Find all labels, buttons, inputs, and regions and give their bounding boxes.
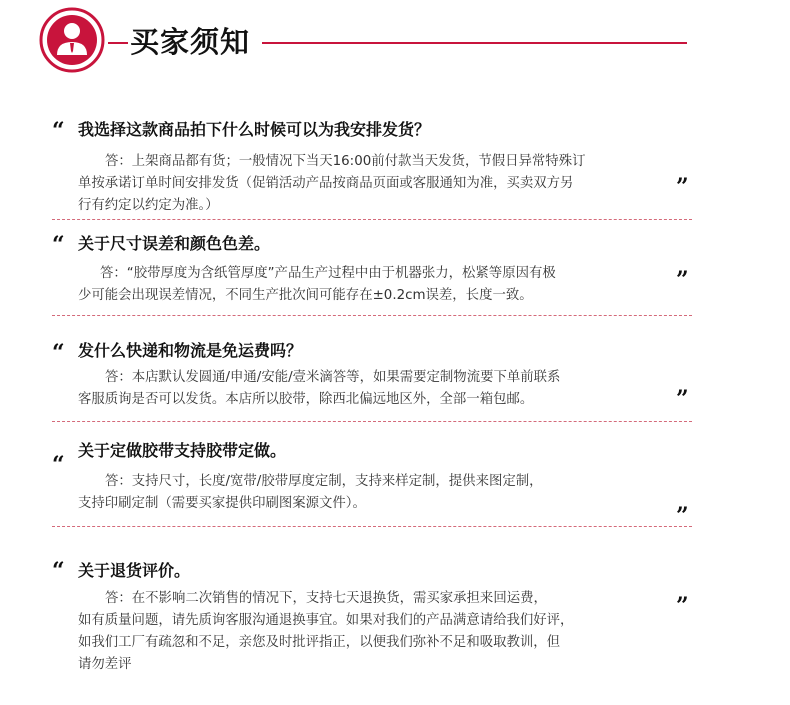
answer-line: 请勿差评 <box>78 657 132 672</box>
answer-text <box>78 263 668 307</box>
answer-text <box>78 151 668 217</box>
page-title: 买家须知 <box>130 25 251 59</box>
section-divider <box>52 421 692 422</box>
question-title: 发什么快递和物流是免运费吗？ <box>78 341 303 360</box>
answer-text <box>78 588 668 676</box>
close-quote-icon: ” <box>676 267 689 293</box>
question-title: 我选择这款商品拍下什么时候可以为我安排发货？ <box>78 120 431 139</box>
open-quote-icon: “ <box>52 340 65 366</box>
open-quote-icon: “ <box>52 452 65 478</box>
question-title: 关于定做胶带支持胶带定做。 <box>78 441 287 460</box>
header-rule-left <box>108 42 128 44</box>
answer-text <box>78 471 668 515</box>
open-quote-icon: “ <box>52 558 65 584</box>
question-title: 关于尺寸误差和颜色色差。 <box>78 234 271 253</box>
close-quote-icon: ” <box>676 386 689 412</box>
close-quote-icon: ” <box>676 593 689 619</box>
answer-line: 如我们工厂有疏忽和不足，亲您及时批评指正，以便我们弥补不足和吸取教训，但 <box>78 635 561 650</box>
answer-line: 答：本店默认发圆通/申通/安能/壹米滴答等，如果需要定制物流要下单前联系 <box>105 370 561 385</box>
section-divider <box>52 315 692 316</box>
close-quote-icon: ” <box>676 174 689 200</box>
close-quote-icon: ” <box>676 503 689 529</box>
user-icon <box>38 6 106 74</box>
section-divider <box>52 219 692 220</box>
answer-line: 如有质量问题，请先质询客服沟通退换事宜。如果对我们的产品满意请给我们好评， <box>78 613 574 628</box>
answer-line: 答：“胶带厚度为含纸管厚度”产品生产过程中由于机器张力，松紧等原因有极 <box>100 266 556 281</box>
open-quote-icon: “ <box>52 118 65 144</box>
answer-text <box>78 367 668 411</box>
answer-line: 答：上架商品都有货；一般情况下当天16:00前付款当天发货，节假日异常特殊订 <box>105 154 586 169</box>
answer-line: 单按承诺订单时间安排发货（促销活动产品按商品页面或客服通知为准，买卖双方另 <box>78 176 574 191</box>
answer-line: 行有约定以约定为准。） <box>78 198 219 213</box>
answer-line: 客服质询是否可以发货。本店所以胶带，除西北偏远地区外，全部一箱包邮。 <box>78 392 534 407</box>
answer-line: 答：在不影响二次销售的情况下，支持七天退换货，需买家承担来回运费， <box>105 591 547 606</box>
answer-line: 答：支持尺寸，长度/宽带/胶带厚度定制，支持来样定制，提供来图定制， <box>105 474 543 489</box>
answer-line: 支持印刷定制（需要买家提供印刷图案源文件）。 <box>78 496 366 511</box>
open-quote-icon: “ <box>52 232 65 258</box>
section-divider <box>52 526 692 527</box>
header-rule <box>262 42 687 44</box>
question-title: 关于退货评价。 <box>78 561 191 580</box>
answer-line: 少可能会出现误差情况，不同生产批次间可能存在±0.2cm误差，长度一致。 <box>78 288 533 303</box>
